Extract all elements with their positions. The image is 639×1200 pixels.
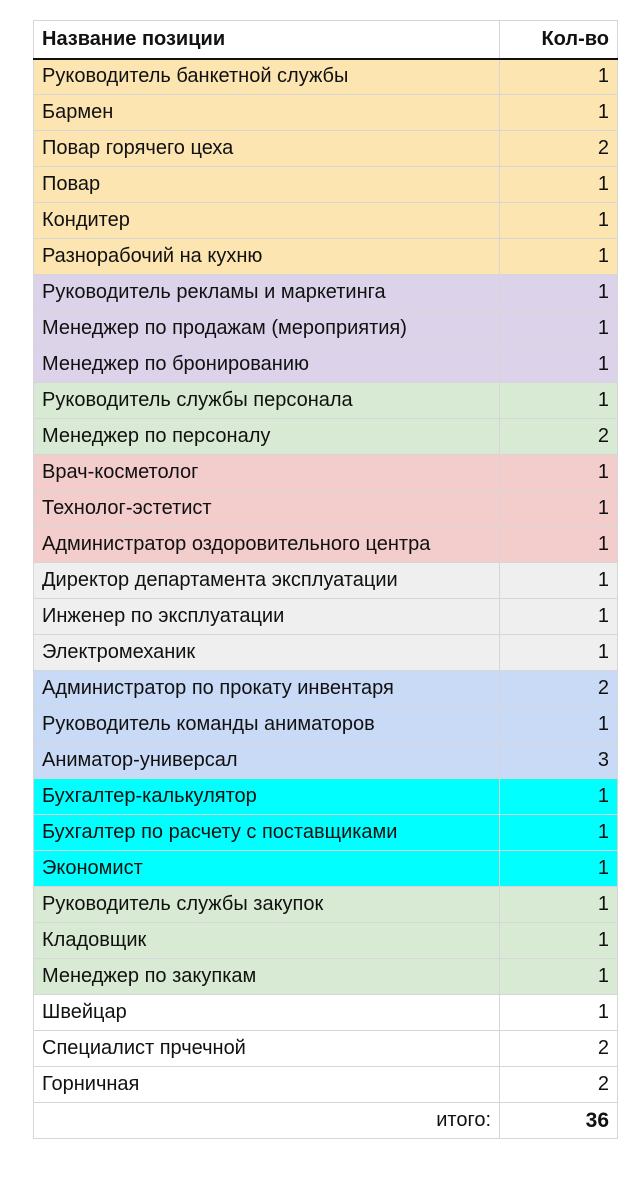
table-row — [34, 59, 618, 95]
position-name-cell: Менеджер по продажам (мероприятия) — [34, 311, 500, 347]
position-name-cell: Менеджер по бронированию — [34, 347, 500, 383]
table-row — [34, 707, 618, 743]
quantity-cell: 1 — [500, 563, 618, 599]
position-name-cell: Повар — [34, 167, 500, 203]
table-row — [34, 851, 618, 887]
quantity-cell: 2 — [500, 1031, 618, 1067]
quantity-cell: 1 — [500, 491, 618, 527]
table-row — [34, 1031, 618, 1067]
table-row — [34, 239, 618, 275]
table-row — [34, 167, 618, 203]
table-row — [34, 311, 618, 347]
quantity-cell: 1 — [500, 167, 618, 203]
table-row — [34, 779, 618, 815]
positions-sheet — [33, 20, 617, 1139]
table-row — [34, 275, 618, 311]
quantity-cell: 1 — [500, 239, 618, 275]
table-row — [34, 563, 618, 599]
position-name-cell: Руководитель рекламы и маркетинга — [34, 275, 500, 311]
table-row — [34, 1067, 618, 1103]
total-value: 36 — [500, 1103, 618, 1139]
table-row — [34, 491, 618, 527]
table-row — [34, 599, 618, 635]
quantity-cell: 1 — [500, 455, 618, 491]
position-name-cell: Бухгалтер-калькулятор — [34, 779, 500, 815]
quantity-cell: 2 — [500, 671, 618, 707]
quantity-cell: 1 — [500, 347, 618, 383]
table-row — [34, 743, 618, 779]
position-name-cell: Администратор по прокату инвентаря — [34, 671, 500, 707]
position-name-cell: Кондитер — [34, 203, 500, 239]
quantity-cell: 1 — [500, 635, 618, 671]
table-row — [34, 419, 618, 455]
position-name-cell: Специалист прчечной — [34, 1031, 500, 1067]
quantity-cell: 1 — [500, 887, 618, 923]
quantity-cell: 3 — [500, 743, 618, 779]
position-name-cell: Директор департамента эксплуатации — [34, 563, 500, 599]
total-label: итого: — [34, 1103, 500, 1139]
position-name-cell: Менеджер по персоналу — [34, 419, 500, 455]
table-row — [34, 455, 618, 491]
table-row — [34, 959, 618, 995]
position-name-cell: Швейцар — [34, 995, 500, 1031]
position-name-cell: Повар горячего цеха — [34, 131, 500, 167]
position-name-cell: Администратор оздоровительного центра — [34, 527, 500, 563]
position-name-cell: Руководитель службы закупок — [34, 887, 500, 923]
table-row — [34, 887, 618, 923]
table-row — [34, 923, 618, 959]
quantity-cell: 1 — [500, 527, 618, 563]
column-header-qty: Кол-во — [500, 21, 618, 59]
table-row — [34, 995, 618, 1031]
position-name-cell: Кладовщик — [34, 923, 500, 959]
position-name-cell: Врач-косметолог — [34, 455, 500, 491]
position-name-cell: Электромеханик — [34, 635, 500, 671]
positions-table — [33, 20, 618, 1139]
quantity-cell: 1 — [500, 311, 618, 347]
position-name-cell: Менеджер по закупкам — [34, 959, 500, 995]
quantity-cell: 2 — [500, 1067, 618, 1103]
position-name-cell: Руководитель команды аниматоров — [34, 707, 500, 743]
quantity-cell: 1 — [500, 923, 618, 959]
quantity-cell: 1 — [500, 851, 618, 887]
table-body — [34, 59, 618, 1103]
quantity-cell: 1 — [500, 275, 618, 311]
table-row — [34, 383, 618, 419]
table-row — [34, 815, 618, 851]
position-name-cell: Экономист — [34, 851, 500, 887]
table-row — [34, 527, 618, 563]
quantity-cell: 2 — [500, 419, 618, 455]
quantity-cell: 1 — [500, 95, 618, 131]
position-name-cell: Бармен — [34, 95, 500, 131]
quantity-cell: 1 — [500, 707, 618, 743]
quantity-cell: 1 — [500, 815, 618, 851]
position-name-cell: Руководитель службы персонала — [34, 383, 500, 419]
quantity-cell: 2 — [500, 131, 618, 167]
position-name-cell: Горничная — [34, 1067, 500, 1103]
table-row — [34, 635, 618, 671]
quantity-cell: 1 — [500, 383, 618, 419]
table-row — [34, 131, 618, 167]
position-name-cell: Разнорабочий на кухню — [34, 239, 500, 275]
total-row — [34, 1103, 618, 1139]
quantity-cell: 1 — [500, 995, 618, 1031]
header-row — [34, 21, 618, 59]
position-name-cell: Бухгалтер по расчету с поставщиками — [34, 815, 500, 851]
table-row — [34, 95, 618, 131]
table-row — [34, 203, 618, 239]
position-name-cell: Инженер по эксплуатации — [34, 599, 500, 635]
quantity-cell: 1 — [500, 203, 618, 239]
quantity-cell: 1 — [500, 59, 618, 95]
quantity-cell: 1 — [500, 959, 618, 995]
table-row — [34, 671, 618, 707]
position-name-cell: Аниматор-универсал — [34, 743, 500, 779]
position-name-cell: Руководитель банкетной службы — [34, 59, 500, 95]
quantity-cell: 1 — [500, 599, 618, 635]
position-name-cell: Технолог-эстетист — [34, 491, 500, 527]
table-row — [34, 347, 618, 383]
column-header-name: Название позиции — [34, 21, 500, 59]
quantity-cell: 1 — [500, 779, 618, 815]
